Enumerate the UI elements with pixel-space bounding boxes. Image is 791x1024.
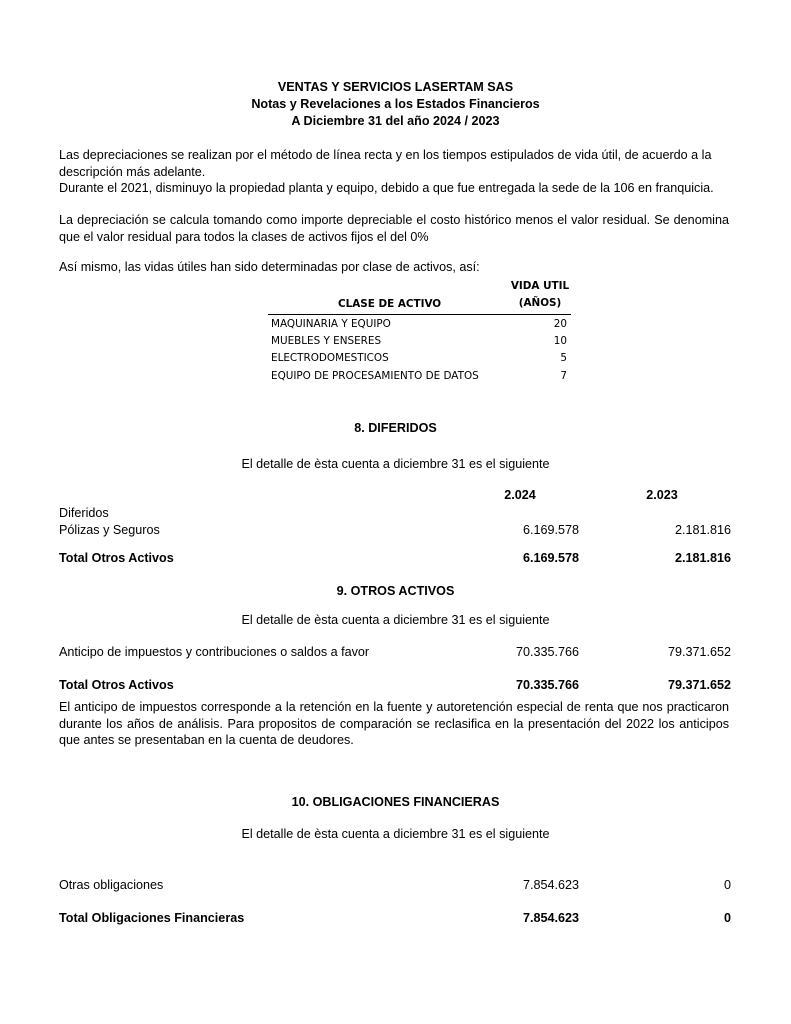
row-value-2023: 2.181.816 — [674, 523, 731, 537]
total-value-2024: 6.169.578 — [522, 551, 579, 565]
intro-paragraph-1 — [59, 147, 729, 197]
section-10-detail: El detalle de èsta cuenta a diciembre 31 es el siguiente — [241, 827, 550, 841]
section-9-title: 9. OTROS ACTIVOS — [336, 584, 455, 598]
life-header-line1: VIDA UTIL — [510, 280, 570, 292]
asset-class-years: 10 — [553, 335, 567, 347]
row-value-2024: 6.169.578 — [522, 523, 579, 537]
row-value-2024: 7.854.623 — [522, 878, 579, 892]
table-divider — [268, 314, 571, 315]
row-value-2024: 70.335.766 — [515, 645, 579, 659]
row-label: Anticipo de impuestos y contribuciones o saldos a favor — [59, 645, 370, 659]
asset-class-label: MAQUINARIA Y EQUIPO — [271, 318, 391, 330]
row-label: Otras obligaciones — [59, 878, 164, 892]
asset-class-label: MUEBLES Y ENSERES — [271, 335, 382, 347]
intro-paragraph-3: Así mismo, las vidas útiles han sido determinadas por clase de activos, así: — [59, 260, 480, 274]
intro-paragraph-2: La depreciación se calcula tomando como importe depreciable el costo histórico menos el valor residual. Se denomina que el valor residual para todos la clases de activos fijos el del 0% — [59, 213, 729, 244]
asset-class-years: 5 — [560, 352, 567, 364]
group-label: Diferidos — [59, 506, 109, 520]
life-header-line2: (AÑOS) — [518, 297, 562, 309]
section-9-note: El anticipo de impuestos corresponde a la retención en la fuente y autoretención especial de renta que nos practicaron durante los años de análisis. Para propositos de comparación se reclasifica en la presentación del 2022 los anticipos que antes se presentaban en la cuenta de deudores. — [59, 700, 729, 747]
document-subtitle: Notas y Revelaciones a los Estados Financieros — [251, 97, 540, 111]
section-8-detail: El detalle de èsta cuenta a diciembre 31 es el siguiente — [241, 457, 550, 471]
total-label: Total Otros Activos — [59, 678, 174, 692]
total-value-2024: 7.854.623 — [522, 911, 579, 925]
year-2024-header: 2.024 — [504, 488, 536, 502]
total-value-2024: 70.335.766 — [515, 678, 579, 692]
intro-line-2: descripción más adelante. — [59, 164, 206, 179]
company-name: VENTAS Y SERVICIOS LASERTAM SAS — [277, 80, 514, 94]
row-value-2023: 0 — [723, 878, 731, 892]
intro-line-1: Las depreciaciones se realizan por el método de línea recta y en los tiempos estipulados de vida útil, de acuerdo a la — [59, 148, 712, 162]
section-9-detail: El detalle de èsta cuenta a diciembre 31 es el siguiente — [241, 613, 550, 627]
total-value-2023: 79.371.652 — [667, 678, 731, 692]
class-header: CLASE DE ACTIVO — [338, 298, 442, 310]
asset-class-label: ELECTRODOMESTICOS — [271, 352, 389, 364]
row-value-2023: 79.371.652 — [667, 645, 731, 659]
year-2023-header: 2.023 — [646, 488, 678, 502]
document-period: A Diciembre 31 del año 2024 / 2023 — [291, 114, 500, 128]
total-value-2023: 0 — [723, 911, 731, 925]
row-label: Pólizas y Seguros — [59, 523, 160, 537]
asset-class-label: EQUIPO DE PROCESAMIENTO DE DATOS — [271, 370, 479, 382]
asset-class-years: 7 — [560, 370, 567, 382]
asset-class-years: 20 — [553, 318, 567, 330]
intro-line-3: Durante el 2021, disminuyo la propiedad planta y equipo, debido a que fue entregada la sede de la 106 en franquicia. — [59, 181, 714, 195]
section-8-title: 8. DIFERIDOS — [354, 421, 437, 435]
section-10-title: 10. OBLIGACIONES FINANCIERAS — [291, 795, 500, 809]
total-label: Total Otros Activos — [59, 551, 174, 565]
total-label: Total Obligaciones Financieras — [59, 911, 245, 925]
total-value-2023: 2.181.816 — [674, 551, 731, 565]
